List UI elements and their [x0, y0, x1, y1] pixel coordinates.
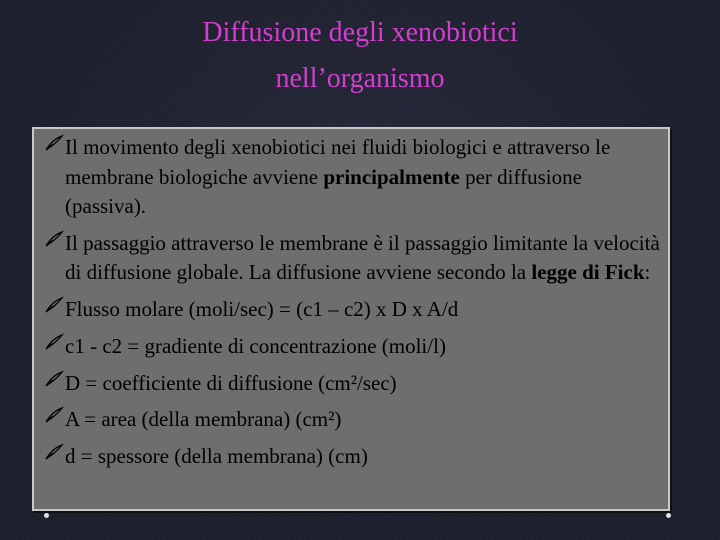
- feather-icon: [44, 296, 64, 314]
- bullet-text-area: A = area (della membrana) (cm²): [65, 407, 342, 432]
- bullet-item: [44, 405, 664, 435]
- bullet-text-diffusion-coefficient: D = coefficiente di diffusione (cm²/sec): [65, 370, 397, 395]
- bullet-item: [44, 369, 664, 399]
- feather-icon: [44, 134, 64, 152]
- bullet-item: [44, 133, 664, 222]
- bullet-text-gradient: c1 - c2 = gradiente di concentrazione (moli/l): [65, 333, 446, 358]
- slide-title: [0, 10, 720, 102]
- bullet-text-principalmente: principalmente: [323, 164, 460, 189]
- bullet-text-flux: Flusso molare (moli/sec) = (c1 – c2) x D x A/d: [65, 297, 459, 322]
- bullet-item: [44, 442, 664, 472]
- slide-title-line1: Diffusione degli xenobiotici: [202, 17, 518, 48]
- bullet-text-movement: Il movimento degli xenobiotici nei fluidi biologici e attraverso le membrane biologiche avviene: [65, 135, 611, 189]
- bullet-text-colon: :: [644, 260, 651, 285]
- feather-icon: [44, 406, 64, 424]
- feather-icon: [44, 333, 64, 351]
- bullet-text-membrane: Il passaggio attraverso le membrane è il passaggio limitante la velocità di diffusione globale. La diffusione avviene secondo la: [65, 230, 660, 285]
- feather-icon: [44, 230, 64, 248]
- bullet-text-passive: per diffusione (passiva).: [65, 164, 582, 218]
- feather-icon: [44, 443, 64, 461]
- bullet-list: [44, 133, 664, 479]
- corner-dot-right: [666, 513, 671, 518]
- feather-icon: [44, 370, 64, 388]
- bullet-item: [44, 295, 664, 325]
- bullet-text-thickness: d = spessore (della membrana) (cm): [65, 444, 368, 469]
- bullet-item: [44, 229, 664, 288]
- bullet-text-fick-law: legge di Fick: [531, 260, 645, 285]
- slide-title-line2: nell’organismo: [275, 63, 445, 94]
- bullet-item: [44, 332, 664, 362]
- corner-dot-left: [44, 513, 49, 518]
